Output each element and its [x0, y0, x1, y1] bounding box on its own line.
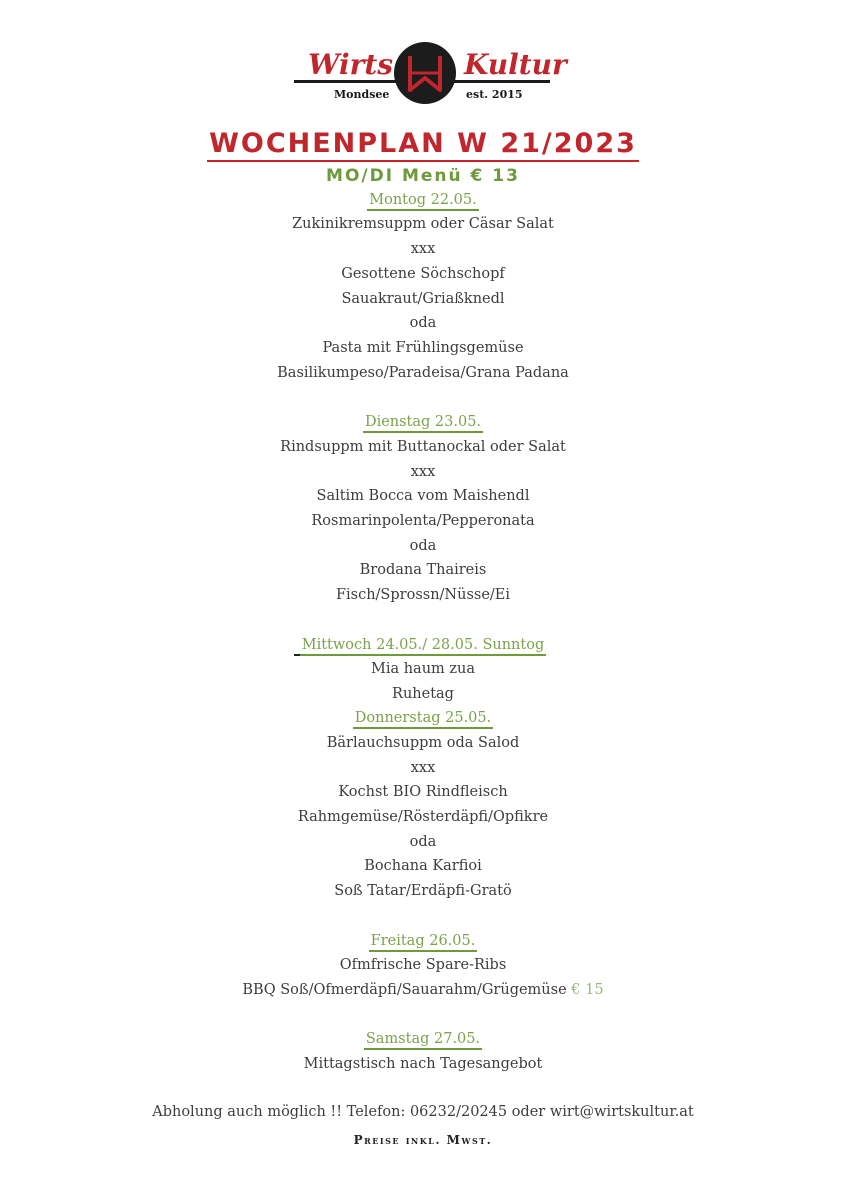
day-heading-freitag: Freitag 26.05.	[0, 933, 846, 952]
closed-notice: Ruhetag	[392, 686, 454, 702]
menu-separator: xxx	[410, 241, 436, 257]
menu-line: Brodana Thaireis	[359, 562, 487, 578]
menu-line: Mittagstisch nach Tagesangebot	[303, 1056, 543, 1072]
menu-line: Zukinikremsuppm oder Cäsar Salat	[292, 216, 554, 232]
logo-word-right: Kultur	[464, 48, 567, 81]
menu-line: Kochst BIO Rindfleisch	[338, 784, 508, 800]
menu-or: oda	[409, 315, 437, 331]
menu-line: Rahmgemüse/Rösterdäpfi/Opfikre	[297, 809, 549, 825]
menu-line-with-price: BBQ Soß/Ofmerdäpfi/Sauarahm/Grügemüse € 15	[242, 982, 604, 998]
menu-line: Saltim Bocca vom Maishendl	[316, 488, 530, 504]
day-heading-dienstag: Dienstag 23.05.	[0, 414, 846, 433]
menu-price-subtitle: MO/DI Menü € 13	[326, 166, 520, 186]
closed-notice: Mia haum zua	[370, 661, 476, 677]
menu-separator: xxx	[410, 760, 436, 776]
day-heading-donnerstag: Donnerstag 25.05.	[0, 710, 846, 729]
day-heading-montag: Montog 22.05.	[0, 192, 846, 211]
menu-line: Pasta mit Frühlingsgemüse	[322, 340, 524, 356]
page-title-text: WOCHENPLAN W 21/2023	[207, 128, 639, 162]
menu-line: Sauakraut/Griaßknedl	[341, 291, 505, 307]
menu-line: Soß Tatar/Erdäpfi-Gratö	[334, 883, 512, 899]
menu-or: oda	[409, 834, 437, 850]
menu-line: Bochana Karfioi	[364, 858, 482, 874]
menu-line: Bärlauchsuppm oda Salod	[326, 735, 520, 751]
menu-line: Ofmfrische Spare-Ribs	[339, 957, 507, 973]
menu-or: oda	[409, 538, 437, 554]
logo-emblem-icon	[394, 42, 456, 104]
logo-place: Mondsee	[334, 88, 390, 101]
menu-line: Gesottene Söchschopf	[341, 266, 505, 282]
menu-line: Rosmarinpolenta/Pepperonata	[311, 513, 535, 529]
day-heading-samstag: Samstag 27.05.	[0, 1031, 846, 1050]
page-title	[0, 128, 846, 162]
logo-established: est. 2015	[466, 88, 523, 101]
menu-separator: xxx	[410, 464, 436, 480]
day-heading-mittwoch-sonntag: Mittwoch 24.05./ 28.05. Sunntog	[0, 637, 846, 656]
freitag-price: € 15	[571, 982, 604, 998]
tax-note: Preise inkl. Mwst.	[353, 1133, 493, 1147]
menu-line: Basilikumpeso/Paradeisa/Grana Padana	[277, 365, 569, 381]
contact-footer: Abholung auch möglich !! Telefon: 06232/20245 oder wirt@wirtskultur.at	[152, 1104, 694, 1120]
logo-word-left: Wirts	[308, 48, 394, 81]
logo	[290, 38, 567, 108]
menu-line: Fisch/Sprossn/Nüsse/Ei	[335, 587, 511, 603]
menu-line: Rindsuppm mit Buttanockal oder Salat	[280, 439, 566, 455]
